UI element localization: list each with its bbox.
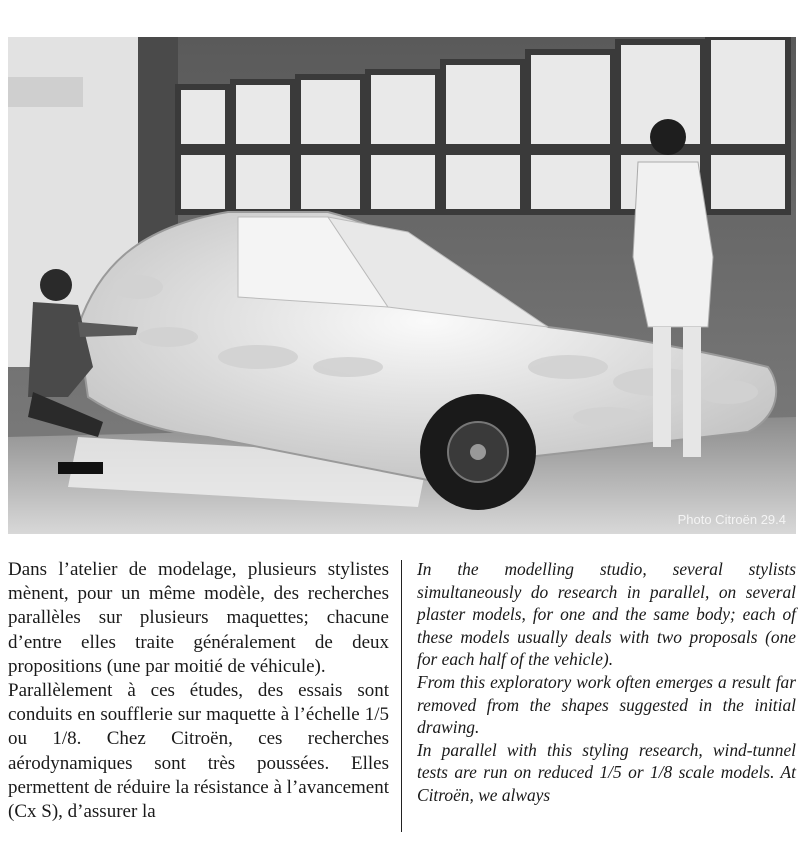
english-paragraph: In parallel with this styling research, wind-tunnel tests are run on reduced 1/5 or 1/8 scale models. At Citroën, we always	[417, 739, 796, 805]
photo-caption: Photo Citroën 29.4	[677, 512, 786, 527]
english-paragraph: In the modelling studio, several stylists simultaneously do research in parallel, on several plaster models, for one and the same body; each of these models usually deals with two proposals (one for each half of the vehicle).	[417, 559, 796, 670]
french-text-column	[8, 558, 389, 824]
english-paragraph: From this exploratory work often emerges a result far removed from the shapes suggested in the initial drawing.	[417, 671, 796, 738]
french-paragraph: Parallèlement à ces études, des essais sont conduits en soufflerie sur maquette à l’échelle 1/5 ou 1/8. Chez Citroën, ces recherches aérodynamiques sont très poussées. Elles permettent de réduire la résistance à l’avancement (Cx S), d’assurer la	[8, 680, 389, 823]
studio-photo	[8, 37, 796, 534]
english-text-column	[417, 558, 796, 807]
plaster-car-model-illustration	[8, 37, 796, 534]
column-divider	[401, 560, 402, 832]
french-paragraph: Dans l’atelier de modelage, plusieurs stylistes mènent, pour un même modèle, des recherches parallèles sur plusieurs maquettes; chacune d’entre elles traite généralement de deux propositions (une par moitié de véhicule).	[8, 559, 389, 677]
